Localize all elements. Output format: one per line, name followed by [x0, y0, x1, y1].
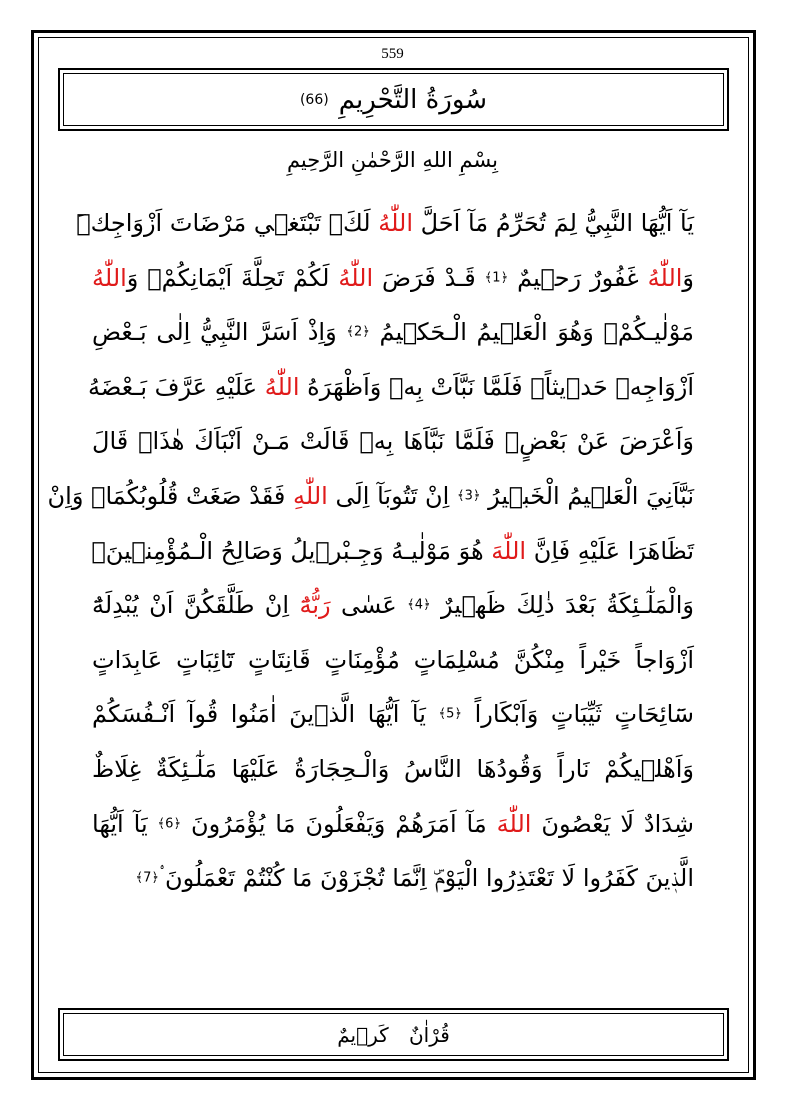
divine-name: اللّٰهُ: [264, 372, 300, 401]
verse-text: قَـدْ فَرَضَ: [373, 263, 485, 292]
verse-text: نَبَّاَنِيَ الْعَلٖيمُ الْخَبٖيرُ: [480, 481, 694, 510]
verse-text: تَظَاهَرَا عَلَيْهِ فَاِنَّ: [526, 536, 694, 565]
basmala: بِسْمِ اللهِ الرَّحْمٰنِ الرَّحِيمِ: [286, 148, 499, 172]
verse-line: [92, 797, 694, 852]
divine-name: رَبُّهُٓ: [299, 591, 331, 620]
verse-line: [92, 633, 694, 688]
verse-text: سَٓائِحَاتٍ ثَيِّبَاتٍ وَاَبْكَاراً: [462, 700, 694, 729]
verse-line: [92, 305, 694, 360]
verse-line: [47, 469, 694, 524]
verse-text: وَاِذْ اَسَرَّ النَّبِيُّ اِلٰى بَـعْضِ: [92, 318, 347, 347]
verse-text: غَفُورٌ رَحٖيمٌ: [508, 263, 648, 292]
verse-line: [92, 524, 694, 579]
ayah-number: ﴿6﴾: [157, 816, 182, 832]
ayah-number: ﴿2﴾: [346, 324, 370, 340]
ayah-number: ﴿7﴾: [135, 870, 159, 886]
ayah-number: ﴿5﴾: [438, 707, 463, 723]
verse-text: مَوْلٰيـكُمْۚ وَهُوَ الْعَلٖيمُ الْـحَكٖيمُ: [369, 318, 695, 347]
verse-line: [92, 742, 694, 797]
verse-text: لَكُمْ تَحِلَّةَ اَيْمَانِكُمْۚ وَ: [126, 263, 339, 292]
surah-header-box: [58, 68, 729, 131]
verse-text: وَالْمَلٰٓـئِكَةُ بَعْدَ ذٰلِكَ ظَهٖيرٌ: [430, 591, 694, 620]
surah-number: (66): [299, 91, 329, 108]
divine-name: اللّٰهُ: [338, 263, 374, 292]
footer-inner: [63, 1013, 724, 1056]
divine-name: اللّٰهُ: [647, 263, 683, 292]
verse-text: شِدَادٌ لَا يَعْصُونَ: [531, 809, 694, 838]
divine-name: اللّٰهَ: [496, 809, 532, 838]
verse-text: اَزْوَاجِهٖ حَدٖيثاًۚ فَلَمَّا نَبَّاَتْ بِهٖ وَاَظْهَرَهُ: [299, 372, 694, 401]
verse-text: اِنْ طَلَّقَكُنَّ اَنْ يُبْدِلَهُٓ: [92, 591, 300, 620]
verse-line: [92, 578, 694, 633]
verse-line: [92, 687, 694, 742]
verse-text: اَزْوَاجاً خَيْراً مِنْكُنَّ مُسْلِمَاتٍ مُؤْمِنَاتٍ قَانِتَاتٍ تَٓائِبَاتٍ عَابِدَاتٍ: [92, 645, 694, 674]
footer-box: [58, 1008, 729, 1061]
verse-line: [92, 414, 694, 469]
divine-name: اللّٰهِ: [293, 481, 328, 510]
verse-text: وَاَهْلٖيكُمْ نَاراً وَقُودُهَا النَّاسُ وَالْـحِجَارَةُ عَلَيْهَا مَلٰٓـئِكَةٌ غِلَاظٌ: [92, 754, 694, 783]
divine-name: اللّٰهُ: [378, 209, 413, 237]
ayah-number: ﴿4﴾: [407, 597, 431, 613]
verse-text: وَاَعْرَضَ عَنْ بَعْضٍۚ فَلَمَّا نَبَّاَهَا بِهٖ قَالَتْ مَـنْ اَنْبَاَكَ هٰذَاۜ قَالَ: [92, 427, 694, 456]
verse-text: يَآ اَيُّهَا النَّبِيُّ لِمَ تُحَرِّمُ مَآ اَحَلَّ: [413, 209, 694, 237]
page-number: 559: [381, 46, 404, 62]
verse-text: لَكَۚ تَبْتَغٖي مَرْضَاتَ اَزْوَاجِكَۜ: [76, 209, 379, 237]
verse-text: عَلَيْهِ عَرَّفَ بَـعْضَهُ: [88, 372, 265, 401]
surah-header-inner: [63, 73, 724, 126]
verse-text: عَسٰى: [330, 591, 408, 620]
verse-text: هُوَ مَوْلٰيـهُ وَجِـبْرٖيلُ وَصَالِحُ الْـمُؤْمِنٖينَۚ: [91, 536, 492, 565]
verse-line: [92, 851, 694, 906]
verse-line: [76, 196, 694, 251]
verse-text: وَ: [682, 263, 695, 292]
verse-line: [92, 251, 694, 306]
verse-text: فَقَدْ صَغَتْ قُلُوبُكُمَاۚ وَاِنْ: [47, 481, 294, 510]
verse-text: مَآ اَمَرَهُمْ وَيَفْعَلُونَ مَا يُؤْمَرُونَ: [181, 809, 497, 838]
footer-text: قُرْاٰنٌ كَرٖيمٌ: [337, 1022, 450, 1047]
verse-text: يَآ اَيُّهَا: [92, 809, 158, 838]
verse-text: اِنْ تَتُوبَآ اِلَى: [327, 481, 457, 510]
surah-title: سُورَةُ التَّحْرِيمِ: [338, 84, 488, 115]
divine-name: اللّٰهُ: [92, 263, 127, 292]
ayah-number: ﴿3﴾: [456, 488, 481, 504]
ayah-number: ﴿1﴾: [484, 270, 509, 286]
verse-line: [88, 360, 694, 415]
verse-text: الَّذٖينَ كَفَرُوا لَا تَعْتَذِرُوا الْيَوْمَۜ اِنَّمَا تُجْزَوْنَ مَا كُنْتُمْ تَعْمَلُونَ ۟: [158, 864, 694, 893]
verse-text: يَآ اَيُّهَا الَّذٖينَ اٰمَنُوا قُوآ اَنْـفُسَكُمْ: [92, 700, 439, 729]
verses-body: [47, 196, 695, 906]
divine-name: اللّٰهَ: [491, 536, 527, 565]
